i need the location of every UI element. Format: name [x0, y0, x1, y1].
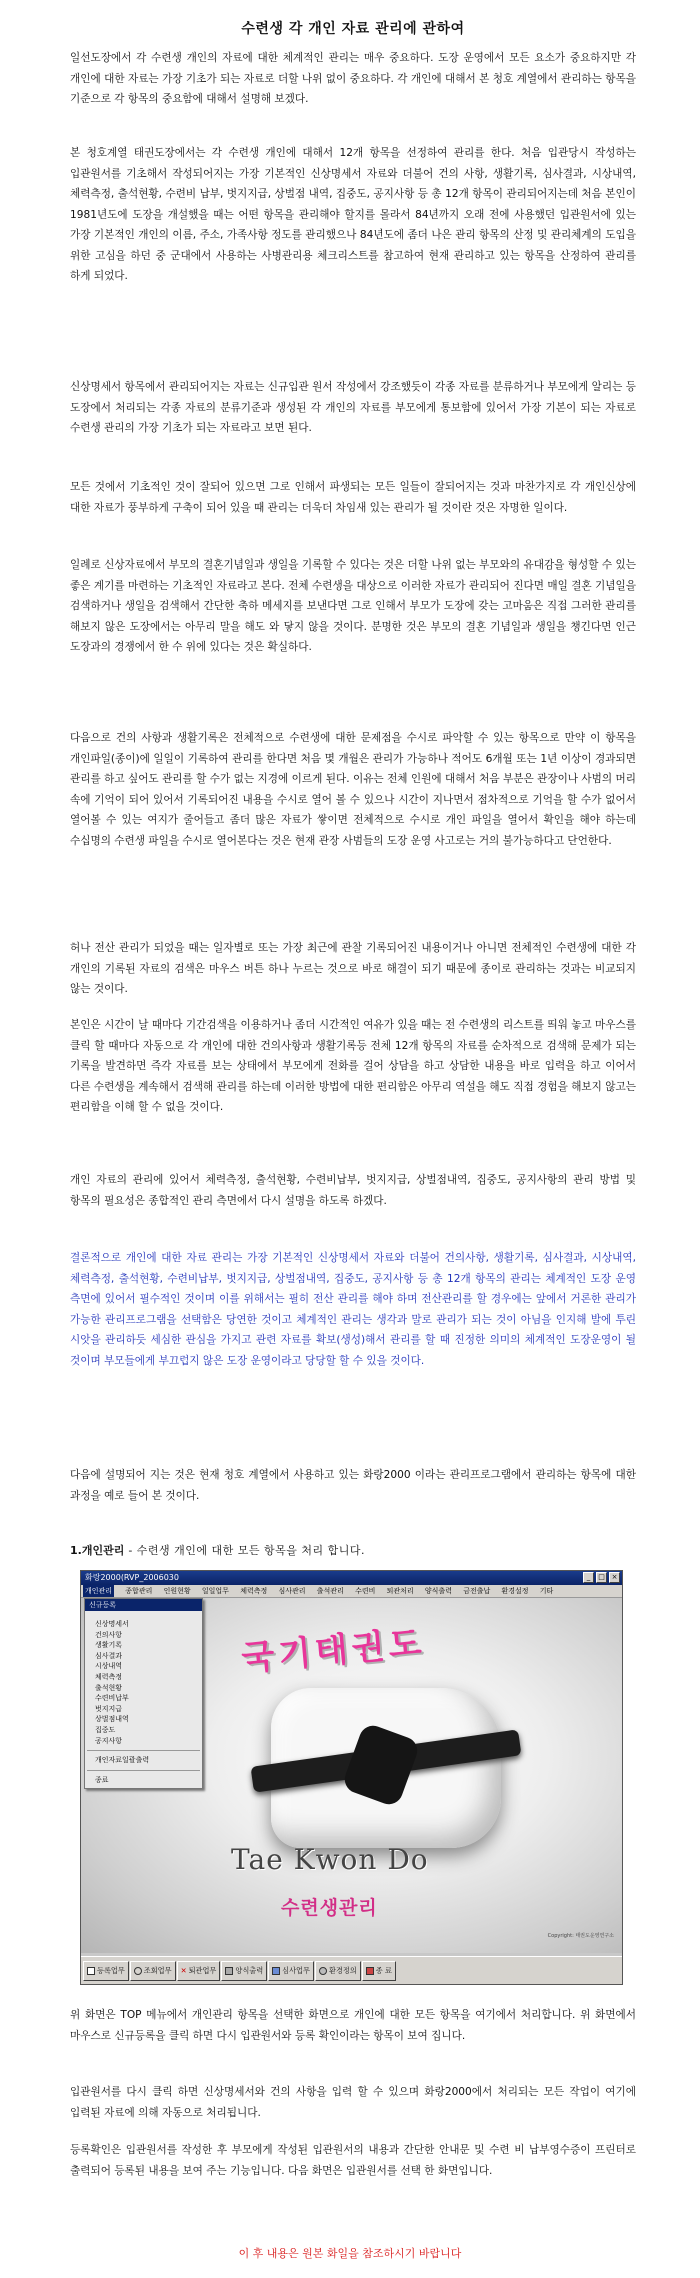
splash-korean-title: 국기태권도 — [239, 1623, 427, 1679]
dropdown-item[interactable]: 심사결과 — [95, 1651, 123, 1660]
paragraph-2: 본 청호계열 태권도장에서는 각 수련생 개인에 대해서 12개 항목을 선정하여 관리를 한다. 처음 입관당시 작성하는 입관원서를 기초해서 작성되어지는 가장 기본적인 신상명세서 자료와 더불어 건의 사항, 생활기록, 심사결과, 시상내역, 체력측정, 출석현황, 수련비 납부, 벗지지급, 상벌점 내역, 집중도, 공지사항 등 총 12개 항목이 관리되어지는데 처음 본인이 1981년도에 도장을 개설했을 때는 어떤 항목을 관리해야 할지를 몰라서 84년까지 오래 전에 사용했던 입관원서에 있는 가장 기본적인 개인의 이름, 주소, 가족사항 정도를 관리했으나 84년도에 좀더 나은 관리 항목의 산정 및 관리체계의 도입을 위한 고심을 하던 중 군대에서 사용하는 사병관리용 체크리스트를 참고하여 현재 관리하고 있는 항목을 산정하여 관리를 하게 되었다. — [70, 147, 636, 282]
dropdown-item[interactable]: 건의사항 — [95, 1630, 123, 1639]
app-toolbar — [81, 1956, 622, 1984]
paragraph-conclusion: 결론적으로 개인에 대한 자료 관리는 가장 기본적인 신상명세서 자료와 더불어 건의사항, 생활기록, 심사결과, 시상내역, 체력측정, 출석현황, 수련비납부, 벗지지급, 상벌점내역, 집중도, 공지사항 등 총 12개 항목의 관리는 체계적인 도장 운영 측면에 있어서 필수적인 것이며 이를 위해서는 필히 전산 관리를 해야 하며 전산관리를 할 경우에는 앞에서 거론한 관리가 가능한 관리프로그램을 선택함은 당연한 것이고 체계적인 관리는 생각과 말로 관리가 되는 것이 아님을 인지해 발에 투린 시앗을 관리하듯 세심한 관심을 가지고 관련 자료를 확보(생성)해서 관리를 할 때 진정한 의미의 체계적인 도장운영이 될 것이며 부모들에게 부끄럽지 않은 도장 운영이라고 당당할 할 수 있을 것이다. — [70, 1252, 636, 1367]
gear-icon — [319, 1967, 327, 1975]
dropdown-item[interactable]: 출석현황 — [95, 1683, 123, 1692]
dropdown-item[interactable]: 체력측정 — [95, 1672, 123, 1681]
menu-withdraw[interactable]: 퇴관처리 — [386, 1587, 414, 1595]
menu-forms[interactable]: 양식출력 — [424, 1587, 452, 1595]
footer-note: 이 후 내용은 원본 화일을 참조하시기 바랍니다 — [238, 2247, 462, 2260]
dropdown-item[interactable]: 벗지지급 — [95, 1704, 123, 1713]
window-buttons — [583, 1572, 620, 1583]
menu-fitness[interactable]: 체력측정 — [240, 1587, 268, 1595]
splash-copyright: Copyright: 태권도운영연구소 — [547, 1933, 614, 1939]
paragraph-after-3: 등록확인은 입관원서를 작성한 후 부모에게 작성된 입관원서의 내용과 간단한 안내문 및 수련 비 납부영수증이 프린터로 출력되어 등록된 내용을 보여 주는 기능입니다. 다음 화면은 입관원서를 선택 한 화면입니다. — [70, 2144, 636, 2177]
paragraph-1: 일선도장에서 각 수련생 개인의 자료에 대한 체계적인 관리는 매우 중요하다. 도장 운영에서 모든 요소가 중요하지만 각 개인에 대한 자료는 가장 기초가 되는 자료로 더할 나위 없이 중요하다. 각 개인에 대해서 본 청호 계열에서 관리하는 항목을 기준으로 각 항목의 중요함에 대해서 설명해 보겠다. — [70, 52, 636, 105]
dropdown-item[interactable]: 공지사항 — [95, 1736, 123, 1745]
splash-subtitle: 수련생관리 — [281, 1897, 378, 1919]
toolbar-register-button[interactable]: 등록업무 — [83, 1961, 129, 1981]
paragraph-5: 일례로 신상자료에서 부모의 결혼기념일과 생일을 기록할 수 있다는 것은 더할 나위 없는 부모와의 유대감을 형성할 수 있는 좋은 계기를 마련하는 기초적인 자료라고 본다. 전체 수련생을 대상으로 이러한 자료가 관리되어 진다면 매일 결혼 기념일을 검색하거나 생일을 검색해서 간단한 축하 메세지를 보낸다면 그로 인해서 부모가 도장에 갖는 고마움은 직접 그러한 관리를 해보지 않은 도장에서는 아무리 말을 해도 와 닿지 않을 것이다. 분명한 것은 부모의 결혼 기념일과 생일을 챙긴다면 인근 도장과의 경쟁에서 한 수 위에 있다는 것은 확실하다. — [70, 559, 636, 653]
dropdown-bulk-print[interactable]: 개인자료일괄출력 — [95, 1756, 150, 1765]
dobok-belt-image — [251, 1668, 521, 1868]
paragraph-8: 본인은 시간이 날 때마다 기간검색을 이용하거나 좀더 시간적인 여유가 있을 때는 전 수련생의 리스트를 띄워 놓고 마우스를 클릭 할 때마다 자동으로 각 개인에 대한 건의사항과 생활기록등 전체 12개 항목의 자료를 순차적으로 검색해 문제가 되는 기록을 발견하면 즉각 자료를 보는 상태에서 부모에게 전화를 걸어 상담을 하고 상담한 내용을 바로 입력을 하고 이어서 다른 수련생을 계속해서 검색해 관리를 하는데 이러한 방법에 대한 편리함은 아무리 역설을 해도 직접 경험을 해보지 않고는 편리함을 이해 할 수 없을 것이다. — [70, 1019, 636, 1113]
dropdown-item[interactable]: 시상내역 — [95, 1662, 123, 1671]
section-label: 1.개인관리 — [70, 1544, 125, 1557]
document-title: 수련생 각 개인 자료 관리에 관하여 — [241, 21, 465, 37]
app-title-bar — [81, 1571, 622, 1585]
dropdown-new-registration[interactable]: 신규등록 — [85, 1599, 202, 1611]
menu-exam[interactable]: 심사관리 — [278, 1587, 306, 1595]
printer-icon — [225, 1967, 233, 1975]
x-icon: ✕ — [180, 1965, 187, 1975]
paragraph-4: 모든 것에서 기초적인 것이 잘되어 있으면 그로 인해서 파생되는 모든 일들이 잘되어지는 것과 마찬가지로 각 개인신상에 대한 자료가 풍부하게 구축이 되어 있을 때 관리는 더욱더 차임새 있는 관리가 될 것이란 것은 자명한 일이다. — [70, 481, 636, 514]
document-icon — [87, 1967, 95, 1975]
toolbar-withdraw-button[interactable]: ✕ 퇴관업무 — [177, 1961, 221, 1981]
personal-menu-dropdown — [84, 1598, 203, 1789]
app-menubar — [81, 1585, 622, 1598]
dropdown-item[interactable]: 신상명세서 — [95, 1620, 129, 1628]
menu-cash[interactable]: 금전출납 — [463, 1587, 491, 1595]
app-window-title: 화랑2000(RVP_2006030 — [85, 1573, 179, 1582]
minimize-button[interactable]: _ — [583, 1572, 594, 1583]
close-button[interactable]: × — [609, 1572, 620, 1583]
dropdown-exit[interactable]: 종료 — [95, 1775, 109, 1784]
search-icon — [134, 1967, 142, 1975]
menu-daily[interactable]: 일일업무 — [201, 1587, 229, 1595]
toolbar-settings-button[interactable]: 환경정의 — [315, 1961, 361, 1981]
menu-attendance[interactable]: 출석관리 — [316, 1587, 344, 1595]
menu-fee[interactable]: 수련비 — [355, 1587, 376, 1595]
toolbar-query-button[interactable]: 조회업무 — [130, 1961, 176, 1981]
exit-icon — [366, 1967, 374, 1975]
menu-etc[interactable]: 기타 — [539, 1587, 554, 1595]
paragraph-7: 허나 전산 관리가 되었을 때는 일자별로 또는 가장 최근에 관찰 기록되어진 내용이거나 아니면 전체적인 수련생에 대한 각 개인의 기록된 자료의 검색은 마우스 버튼 하나 누르는 것으로 바로 해결이 되기 때문에 종이로 관리하는 것과는 비교되지 않는 것이다. — [70, 942, 636, 995]
paragraph-intro-program: 다음에 설명되어 지는 것은 현재 청호 계열에서 사용하고 있는 화랑2000 이라는 관리프로그램에서 관리하는 항목에 대한 과정을 예로 들어 본 것이다. — [70, 1469, 636, 1502]
section-description: - 수련생 개인에 대한 모든 항목을 처리 합니다. — [124, 1544, 366, 1557]
app-screenshot — [80, 1570, 623, 1985]
splash-english-title: Tae Kwon Do — [231, 1843, 429, 1876]
toolbar-exam-button[interactable]: 심사업무 — [268, 1961, 314, 1981]
toolbar-forms-button[interactable]: 양식출력 — [221, 1961, 267, 1981]
paragraph-9: 개인 자료의 관리에 있어서 체력측정, 출석현황, 수련비납부, 벗지지급, 상벌점내역, 집중도, 공지사항의 관리 방법 및 항목의 필요성은 종합적인 관리 측면에서 다시 설명을 하도록 하겠다. — [70, 1174, 636, 1207]
dropdown-item[interactable]: 생활기록 — [95, 1641, 123, 1650]
paragraph-3: 신상명세서 항목에서 관리되어지는 자료는 신규입관 원서 작성에서 강조했듯이 각종 자료를 분류하거나 부모에게 알리는 등 도장에서 처리되는 각종 자료의 분류기준과 생성된 각 개인의 자료를 부모에게 통보함에 있어서 가장 기본이 되는 자료로 수련생 관리의 가장 기초가 되는 자료라고 보면 된다. — [70, 381, 636, 434]
menu-settings[interactable]: 환경설정 — [501, 1587, 529, 1595]
section-heading — [70, 1542, 365, 1558]
dropdown-item[interactable]: 집중도 — [95, 1725, 116, 1734]
menu-personal[interactable]: 개인관리 — [85, 1587, 113, 1595]
paragraph-after-1: 위 화면은 TOP 메뉴에서 개인관리 항목을 선택한 화면으로 개인에 대한 모든 항목을 여기에서 처리합니다. 위 화면에서 마우스로 신규등록을 클릭 하면 다시 입관원서와 등록 확인이라는 항목이 보여 집니다. — [70, 2009, 636, 2042]
dropdown-item[interactable]: 수련비납부 — [95, 1694, 129, 1703]
maximize-button[interactable]: □ — [596, 1572, 607, 1583]
menu-general[interactable]: 종합관리 — [125, 1587, 153, 1595]
menu-staff[interactable]: 인원현황 — [163, 1587, 191, 1595]
paragraph-6: 다음으로 건의 사항과 생활기록은 전체적으로 수련생에 대한 문제점을 수시로 파악할 수 있는 항목으로 만약 이 항목을 개인파일(종이)에 일일이 기록하여 관리를 한다면 처음 몇 개월은 관리가 가능하나 적어도 6개월 또는 1년 이상이 경과되면 관리를 하고 싶어도 관리를 할 수가 없는 지경에 이르게 된다. 이유는 전체 인원에 대해서 처음 부분은 관장이나 사범의 머리 속에 기억이 되어 있어서 기록되어진 내용을 수시로 열어 볼 수 있으나 시간이 지나면서 점차적으로 기억을 할 수가 없어서 열어볼 수 있는 여지가 줄어들고 좀더 많은 자료가 쌓이면 전체적으로 수시로 개인 파일을 열어서 확인을 해야 하는데 수십명의 수련생 파일을 수시로 열어본다는 것은 현재 관장 사범들의 도장 운영 사고로는 거의 불가능하다고 단언한다. — [70, 732, 636, 847]
paragraph-after-2: 입관원서를 다시 클릭 하면 신상명세서와 건의 사항을 입력 할 수 있으며 화랑2000에서 처리되는 모든 작업이 여기에 입력된 자료에 의해 자동으로 처리됩니다. — [70, 2086, 636, 2119]
exam-icon — [272, 1967, 280, 1975]
toolbar-exit-button[interactable]: 종 료 — [362, 1961, 396, 1981]
dropdown-item[interactable]: 상벌점내역 — [95, 1715, 129, 1724]
